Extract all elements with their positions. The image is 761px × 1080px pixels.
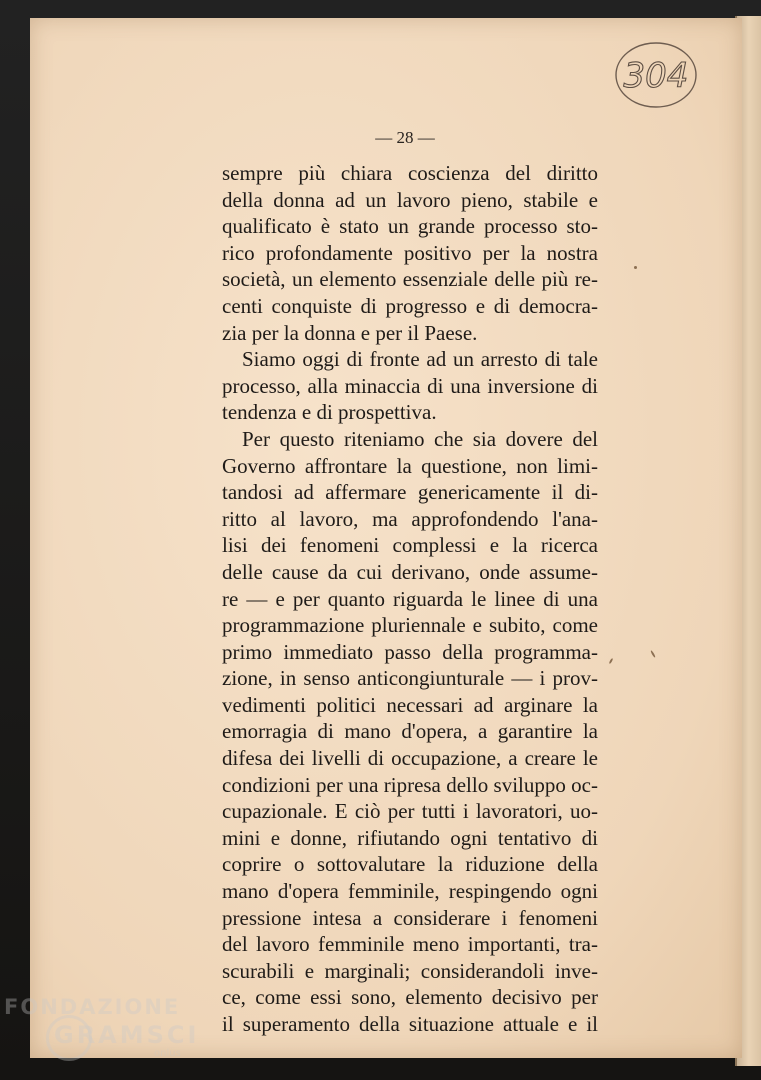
text-line: Per questo riteniamo che sia dovere del (242, 426, 598, 451)
text-line: re — e per quanto riguarda le linee di una (222, 586, 598, 611)
watermark-line-1: FONDAZIONE (4, 995, 181, 1019)
text-line: ritto al lavoro, ma approfondendo l'ana- (222, 506, 598, 531)
paper-speck (609, 658, 614, 664)
text-line: mano d'opera femminile, respingendo ogni (222, 879, 598, 904)
watermark-logo (4, 995, 204, 1075)
text-line: delle cause da cui derivano, onde assume- (222, 559, 598, 584)
text-line: della donna ad un lavoro pieno, stabile e (222, 187, 598, 212)
text-line: tandosi ad affermare genericamente il di- (222, 480, 598, 505)
page-number: — 28 — (375, 128, 435, 147)
text-line: vedimenti politici necessari ad arginare la (222, 692, 598, 717)
text-line: zia per la donna e per il Paese. (222, 320, 478, 345)
text-line: il superamento della situazione attuale e il (222, 1012, 598, 1036)
text-line: scurabili e marginali; considerandoli inve- (222, 958, 598, 983)
text-line: centi conquiste di progresso e di democra- (222, 293, 598, 318)
body-text (222, 160, 598, 1038)
text-line: emorragia di mano d'opera, a garantire la (222, 719, 598, 744)
text-line: qualificato è stato un grande processo sto- (222, 214, 598, 239)
text-line: del lavoro femminile meno importanti, tra- (222, 932, 598, 957)
watermark-line-3: onlus (154, 1048, 181, 1059)
text-line: lisi dei fenomeni complessi e la ricerca (222, 533, 598, 558)
paragraph (222, 346, 598, 426)
text-line: programmazione pluriennale e subito, come (222, 613, 598, 638)
text-line: rico profondamente positivo per la nostra (222, 240, 598, 265)
text-line: condizioni per una ripresa dello sviluppo oc- (222, 772, 598, 797)
watermark-line-2: GRAMSCI (54, 1021, 200, 1049)
handwritten-archive-number (614, 40, 698, 110)
text-line: Siamo oggi di fronte ad un arresto di tale (242, 347, 598, 372)
archive-number-text: 304 (623, 56, 689, 96)
text-line: pressione intesa a considerare i fenomeni (222, 905, 598, 930)
text-line: Governo affrontare la questione, non limi- (222, 453, 598, 478)
paper-speck (650, 650, 656, 658)
archive-number-drawing (614, 40, 698, 110)
text-line: cupazionale. E ciò per tutti i lavoratori, uo- (222, 799, 598, 824)
text-line: tendenza e di prospettiva. (222, 400, 437, 425)
text-line: ce, come essi sono, elemento decisivo per (222, 985, 598, 1010)
text-line: società, un elemento essenziale delle più re- (222, 267, 598, 292)
paper-speck (634, 266, 637, 269)
paragraph (222, 426, 598, 1038)
text-line: difesa dei livelli di occupazione, a creare le (222, 746, 598, 771)
paragraph (222, 160, 598, 346)
text-line: zione, in senso anticongiunturale — i prov- (222, 666, 598, 691)
text-line: mini e donne, rifiutando ogni tentativo di (222, 825, 598, 850)
text-line: coprire o sottovalutare la riduzione della (222, 852, 598, 877)
text-line: sempre più chiara coscienza del diritto (222, 161, 598, 185)
text-line: processo, alla minaccia di una inversione di (222, 373, 598, 398)
text-line: primo immediato passo della programma- (222, 639, 598, 664)
